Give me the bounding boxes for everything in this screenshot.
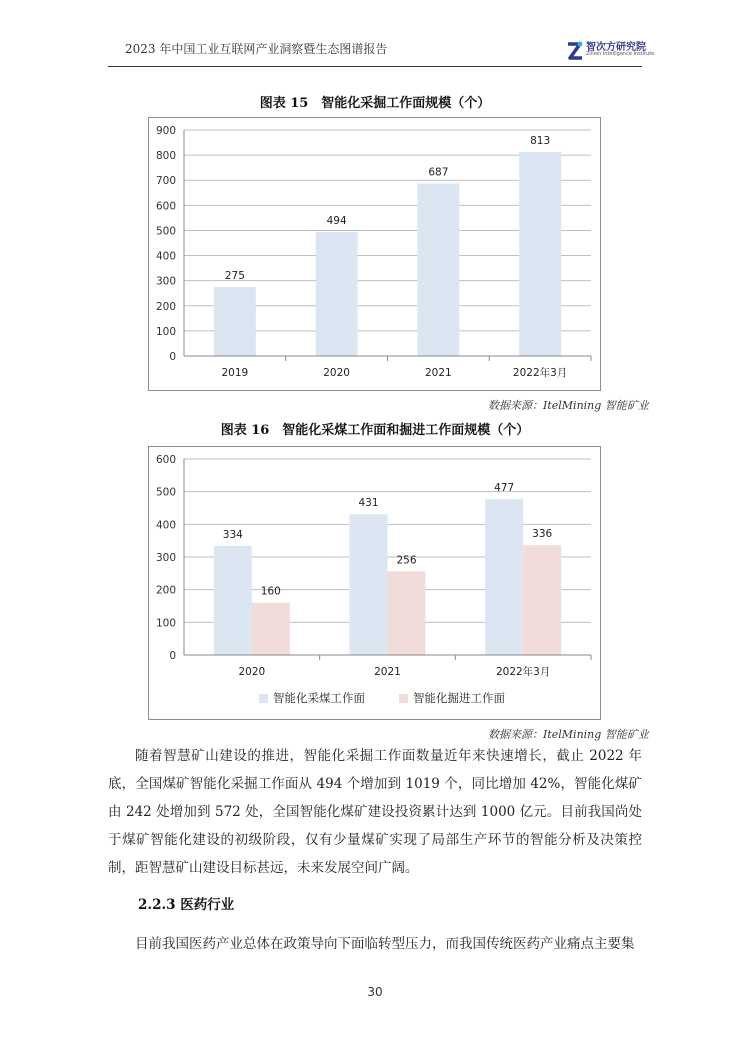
fig15-y-tick-label: 500 <box>155 225 176 238</box>
fig15-x-tick-label: 2022年3月 <box>512 367 568 379</box>
fig15-data-label: 275 <box>224 269 245 282</box>
fig15-y-tick-label: 200 <box>155 300 176 313</box>
fig15-y-tick-label: 0 <box>169 351 176 363</box>
fig16-data-label: 160 <box>260 585 281 598</box>
fig16-y-tick-label: 300 <box>155 552 176 564</box>
figure-15-chart <box>148 117 601 391</box>
institute-logo <box>566 38 655 64</box>
fig16-x-tick-label: 2022年3月 <box>495 666 551 678</box>
figure-16-source: 数据来源：ItelMining 智能矿业 <box>488 728 649 741</box>
fig15-x-tick-label: 2019 <box>221 367 249 379</box>
figure-15-title: 图表 15 智能化采掘工作面规模（个） <box>259 96 491 111</box>
fig15-bar <box>316 232 358 356</box>
fig16-x-tick-label: 2020 <box>238 666 266 678</box>
fig15-data-label: 813 <box>530 134 551 147</box>
fig15-bar <box>214 287 256 356</box>
fig16-data-label: 334 <box>222 528 243 541</box>
fig16-x-tick-label: 2021 <box>374 666 401 678</box>
report-header-title: 2023 年中国工业互联网产业洞察暨生态图谱报告 <box>125 42 388 56</box>
fig16-y-tick-label: 0 <box>169 650 176 662</box>
fig15-y-tick-label: 900 <box>155 125 176 137</box>
header-divider <box>108 66 642 67</box>
fig15-y-tick-label: 400 <box>155 250 176 263</box>
fig16-bar <box>214 546 252 655</box>
fig16-legend-swatch <box>259 694 268 703</box>
fig15-y-tick-label: 300 <box>155 275 176 288</box>
figure-15-svg <box>149 118 600 390</box>
body-paragraph-1: 随着智慧矿山建设的推进，智能化采掘工作面数量近年来快速增长，截止 2022 年底，全国煤矿智能化采掘工作面从 494 个增加到 1019 个，同比增加 42%，智能化煤矿由 242 处增加到 572 处，全国智能化煤矿建设投资累计达到 1000 亿元。目前我国尚处于煤矿智能化建设的初级阶段，仅有少量煤矿实现了局部生产环节的智能分析及决策控制，距智慧矿山建设目标甚远，未来发展空间广阔。 <box>108 748 642 876</box>
figure-16-svg <box>149 447 600 719</box>
fig16-bar <box>252 603 290 655</box>
fig16-legend-label: 智能化采煤工作面 <box>273 691 365 705</box>
fig16-legend-label: 智能化掘进工作面 <box>413 691 505 705</box>
fig15-y-tick-label: 600 <box>155 200 176 213</box>
logo-text: 智次方研究院 <box>586 42 646 53</box>
section-heading: 2.2.3 医药行业 <box>138 897 235 913</box>
fig16-legend-swatch <box>399 694 408 703</box>
fig15-x-tick-label: 2021 <box>425 367 452 379</box>
page-number: 30 <box>367 985 383 999</box>
fig15-y-tick-label: 800 <box>155 150 176 163</box>
fig16-bar <box>485 499 523 655</box>
fig16-y-tick-label: 200 <box>155 584 176 597</box>
fig15-data-label: 687 <box>428 166 449 179</box>
fig16-bar <box>388 571 426 655</box>
body-paragraph-2: 目前我国医药产业总体在政策导向下面临转型压力，而我国传统医药产业痛点主要集 <box>135 936 635 952</box>
fig16-bar <box>350 514 388 655</box>
fig16-y-tick-label: 400 <box>155 519 176 532</box>
fig16-data-label: 336 <box>532 528 553 541</box>
logo-mark-icon <box>566 40 584 62</box>
fig16-data-label: 477 <box>494 482 515 495</box>
fig16-y-tick-label: 500 <box>155 486 176 499</box>
fig16-data-label: 431 <box>358 497 379 510</box>
fig15-bar <box>417 183 459 356</box>
fig16-y-tick-label: 100 <box>155 617 176 630</box>
logo-subtext: Zillion Intelligence Institute <box>586 51 655 57</box>
fig16-bar <box>523 545 561 655</box>
figure-15-source: 数据来源：ItelMining 智能矿业 <box>488 399 649 412</box>
fig16-y-tick-label: 600 <box>155 454 176 466</box>
fig15-y-tick-label: 100 <box>155 325 176 338</box>
figure-16-chart <box>148 446 601 720</box>
fig16-data-label: 256 <box>396 554 417 567</box>
fig15-bar <box>519 152 561 356</box>
fig15-data-label: 494 <box>326 214 347 227</box>
figure-16-title: 图表 16 智能化采煤工作面和掘进工作面规模（个） <box>220 423 530 438</box>
fig15-y-tick-label: 700 <box>155 175 176 188</box>
fig15-x-tick-label: 2020 <box>323 367 350 379</box>
